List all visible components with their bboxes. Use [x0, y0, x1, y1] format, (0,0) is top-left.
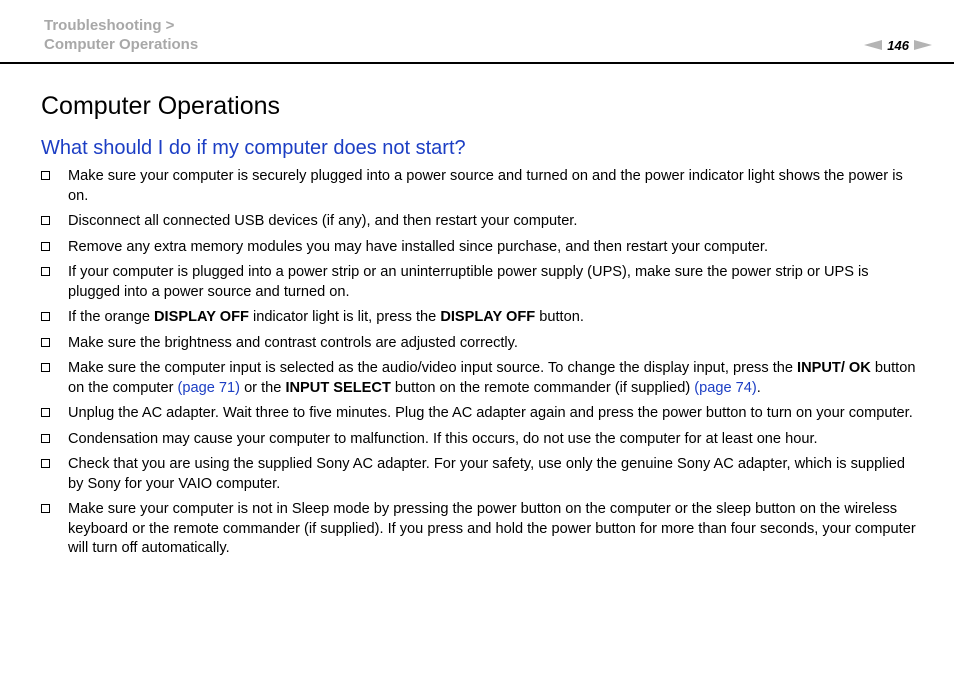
breadcrumb	[44, 16, 198, 54]
page-title: Computer Operations	[41, 92, 281, 120]
list-item	[40, 238, 920, 258]
page-74-link[interactable]: (page 74)	[694, 379, 757, 396]
input-ok-button-label: INPUT/ OK	[797, 360, 871, 376]
list-item-text: Remove any extra memory modules you may have installed since purchase, and then restart your computer.	[68, 238, 769, 255]
list-item-text: or the	[240, 379, 286, 396]
previous-page-arrow-icon[interactable]	[864, 40, 882, 50]
checkbox-bullet-icon	[41, 312, 50, 321]
display-off-button-label: DISPLAY OFF	[440, 309, 536, 325]
list-item	[40, 455, 920, 494]
breadcrumb-troubleshooting[interactable]: Troubleshooting >	[44, 17, 175, 34]
list-item	[40, 308, 920, 328]
checklist	[40, 167, 920, 565]
list-item-text: Make sure your computer is not in Sleep mode by pressing the power button on the computer or the sleep button on the wireless keyboard or the remote commander (if supplied). If you press and hold the power button for more than four seconds, your computer will turn off automatically.	[68, 501, 916, 556]
list-item-text: If your computer is plugged into a power strip or an uninterruptible power supply (UPS), make sure the power strip or UPS is plugged into a power source and turned on.	[68, 264, 869, 300]
list-item	[40, 500, 920, 559]
list-item-text: button.	[535, 309, 584, 325]
page-number: 146	[887, 37, 909, 53]
list-item	[40, 167, 920, 206]
list-item	[40, 334, 920, 354]
display-off-label: DISPLAY OFF	[154, 309, 249, 325]
checkbox-bullet-icon	[41, 408, 50, 417]
checkbox-bullet-icon	[41, 459, 50, 468]
checkbox-bullet-icon	[41, 267, 50, 276]
page-71-link[interactable]: (page 71)	[177, 379, 241, 396]
list-item-text: Check that you are using the supplied Sony AC adapter. For your safety, use only the genuine Sony AC adapter, which is supplied by Sony for your VAIO computer.	[68, 456, 905, 492]
checkbox-bullet-icon	[41, 216, 50, 225]
list-item-text: Disconnect all connected USB devices (if any), and then restart your computer.	[68, 213, 578, 229]
checkbox-bullet-icon	[41, 504, 50, 513]
list-item-text: Make sure your computer is securely plugged into a power source and turned on and the power indicator light shows the power is on.	[68, 168, 903, 204]
page-navigator	[864, 37, 932, 53]
list-item	[40, 404, 920, 424]
list-item-text: Make sure the computer input is selected as the audio/video input source. To change the display input, press the	[68, 360, 798, 376]
list-item	[40, 430, 920, 450]
next-page-arrow-icon[interactable]	[914, 40, 932, 50]
list-item	[40, 263, 920, 302]
list-item-text: button on the remote commander (if supplied)	[390, 379, 695, 396]
list-item-text: indicator light is lit, press the	[248, 309, 441, 325]
list-item-text: button on the computer	[68, 360, 916, 396]
checkbox-bullet-icon	[41, 171, 50, 180]
checkbox-bullet-icon	[41, 242, 50, 251]
list-item-text: .	[756, 379, 761, 396]
list-item	[40, 212, 920, 232]
breadcrumb-computer-operations[interactable]: Computer Operations	[44, 36, 199, 53]
list-item-text: Unplug the AC adapter. Wait three to five minutes. Plug the AC adapter again and press the power button to turn on your computer.	[68, 405, 913, 421]
input-select-button-label: INPUT SELECT	[285, 379, 391, 396]
list-item-text: Condensation may cause your computer to malfunction. If this occurs, do not use the computer for at least one hour.	[68, 430, 818, 447]
section-question-heading: What should I do if my computer does not start?	[41, 137, 466, 159]
list-item	[40, 359, 920, 398]
header-divider	[0, 62, 954, 64]
checkbox-bullet-icon	[41, 434, 50, 443]
list-item-text: If the orange	[68, 309, 155, 325]
checkbox-bullet-icon	[41, 338, 50, 347]
checkbox-bullet-icon	[41, 363, 50, 372]
list-item-text: Make sure the brightness and contrast controls are adjusted correctly.	[68, 334, 518, 351]
